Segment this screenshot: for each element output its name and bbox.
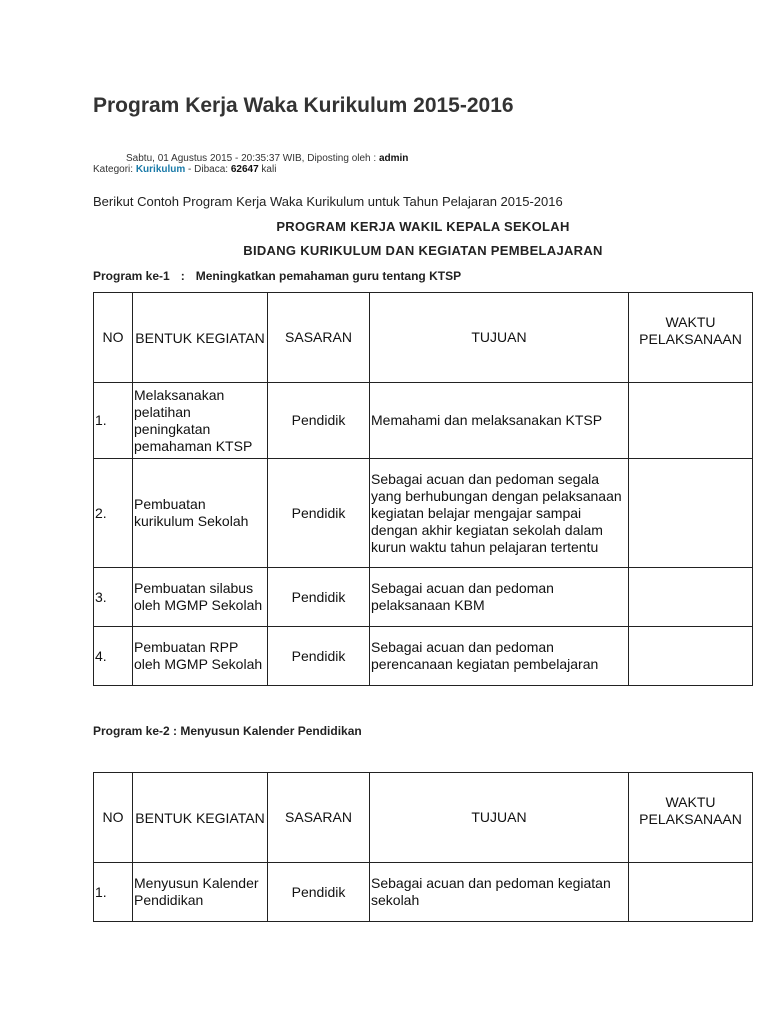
cell-tujuan: Sebagai acuan dan pedoman segala yang berhubungan dengan pelaksanaan kegiatan belajar mengajar sampai dengan akhir kegiatan sekolah dalam kurun waktu tahun pelajaran tertentu <box>370 459 629 568</box>
cell-no: 1. <box>94 863 133 922</box>
table-row <box>94 383 753 459</box>
header-waktu: WAKTU PELAKSANAAN <box>629 293 753 383</box>
program-1-table <box>93 292 753 686</box>
intro-text: Berikut Contoh Program Kerja Waka Kurikulum untuk Tahun Pelajaran 2015-2016 <box>93 194 563 209</box>
header-sasaran: SASARAN <box>268 773 370 863</box>
cell-sasaran: Pendidik <box>268 459 370 568</box>
cell-waktu <box>629 627 753 686</box>
page-title: Program Kerja Waka Kurikulum 2015-2016 <box>93 94 514 117</box>
program-1-separator: : <box>180 269 185 283</box>
cell-tujuan: Sebagai acuan dan pedoman kegiatan sekolah <box>370 863 629 922</box>
cell-sasaran: Pendidik <box>268 383 370 459</box>
program-1-title <box>93 269 461 283</box>
table-row <box>94 863 753 922</box>
program-1-text: Meningkatkan pemahaman guru tentang KTSP <box>195 269 462 283</box>
category-label: Kategori: <box>93 164 136 175</box>
cell-no: 1. <box>94 383 133 459</box>
header-tujuan: TUJUAN <box>370 773 629 863</box>
read-label: - Dibaca: <box>185 164 231 175</box>
program-2-table <box>93 772 753 922</box>
post-meta-category <box>93 164 276 175</box>
header-no: NO <box>94 773 133 863</box>
cell-bentuk: Pembuatan RPP oleh MGMP Sekolah <box>133 627 268 686</box>
post-meta-date <box>126 153 408 164</box>
read-count: 62647 <box>230 164 259 175</box>
table-row <box>94 627 753 686</box>
cell-bentuk: Pembuatan silabus oleh MGMP Sekolah <box>133 568 268 627</box>
cell-sasaran: Pendidik <box>268 863 370 922</box>
cell-no: 3. <box>94 568 133 627</box>
header-sasaran: SASARAN <box>268 293 370 383</box>
cell-bentuk: Menyusun Kalender Pendidikan <box>133 863 268 922</box>
cell-no: 2. <box>94 459 133 568</box>
cell-bentuk: Pembuatan kurikulum Sekolah <box>133 459 268 568</box>
cell-tujuan: Sebagai acuan dan pedoman pelaksanaan KBM <box>370 568 629 627</box>
table-header-row <box>94 773 753 863</box>
read-suffix: kali <box>258 164 277 175</box>
cell-sasaran: Pendidik <box>268 568 370 627</box>
cell-waktu <box>629 863 753 922</box>
program-1-label: Program ke-1 <box>93 269 170 283</box>
header-waktu: WAKTU PELAKSANAAN <box>629 773 753 863</box>
cell-no: 4. <box>94 627 133 686</box>
document-heading-1: PROGRAM KERJA WAKIL KEPALA SEKOLAH <box>276 219 570 234</box>
category-link[interactable]: Kurikulum <box>135 164 186 175</box>
post-author[interactable]: admin <box>378 153 409 164</box>
header-no: NO <box>94 293 133 383</box>
cell-tujuan: Memahami dan melaksanakan KTSP <box>370 383 629 459</box>
cell-waktu <box>629 383 753 459</box>
table-row <box>94 568 753 627</box>
cell-sasaran: Pendidik <box>268 627 370 686</box>
header-bentuk: BENTUK KEGIATAN <box>133 773 268 863</box>
header-bentuk: BENTUK KEGIATAN <box>133 293 268 383</box>
table-row <box>94 459 753 568</box>
document-heading-2: BIDANG KURIKULUM DAN KEGIATAN PEMBELAJARAN <box>243 243 603 258</box>
post-date: Sabtu, 01 Agustus 2015 - 20:35:37 WIB, Diposting oleh : <box>126 153 379 164</box>
table-header-row <box>94 293 753 383</box>
program-2-title: Program ke-2 : Menyusun Kalender Pendidikan <box>93 724 362 738</box>
cell-waktu <box>629 459 753 568</box>
header-tujuan: TUJUAN <box>370 293 629 383</box>
cell-tujuan: Sebagai acuan dan pedoman perencanaan kegiatan pembelajaran <box>370 627 629 686</box>
cell-bentuk: Melaksanakan pelatihan peningkatan pemahaman KTSP <box>133 383 268 459</box>
cell-waktu <box>629 568 753 627</box>
